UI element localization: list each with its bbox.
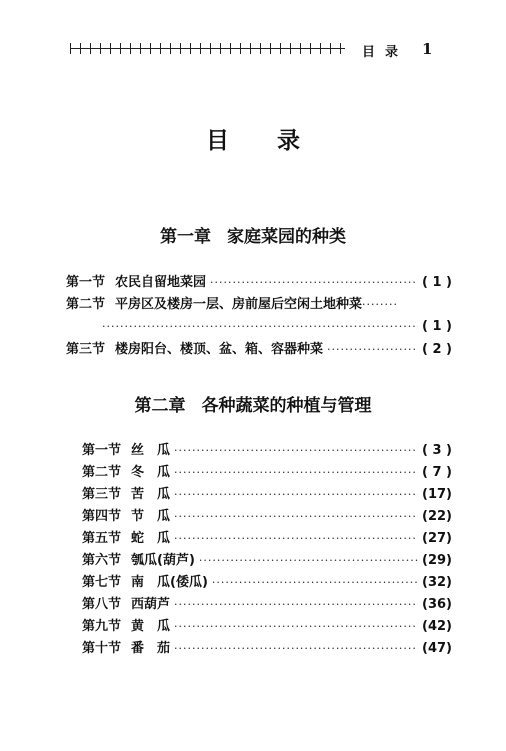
section-page: ( 1 ) (422, 275, 452, 290)
dot-leader (174, 529, 418, 549)
section-page: ( 7 ) (422, 465, 452, 480)
chapter-2-title: 各种蔬菜的种植与管理 (201, 396, 372, 416)
section-title: 西葫芦 (131, 597, 171, 612)
toc-entry[interactable] (82, 551, 452, 571)
dot-leader (174, 441, 418, 461)
section-page: (32) (422, 575, 452, 590)
section-label: 第九节 (82, 619, 122, 634)
header-decorative-rule (70, 48, 345, 61)
dot-leader (174, 617, 418, 637)
toc-entry[interactable] (82, 617, 452, 637)
section-title: 平房区及楼房一层、房前屋后空闲土地种菜 (115, 297, 363, 312)
section-title: 农民自留地菜园 (115, 275, 207, 290)
section-page: (22) (422, 509, 452, 524)
toc-entry[interactable] (82, 639, 452, 659)
toc-entry[interactable] (66, 340, 452, 360)
section-title: 楼房阳台、楼顶、盆、箱、容器种菜 (115, 342, 324, 357)
toc-entry[interactable] (82, 507, 452, 527)
toc-entry[interactable] (82, 463, 452, 483)
section-page: (47) (422, 641, 452, 656)
toc-title: 目 录 (205, 128, 320, 154)
section-label: 第四节 (82, 509, 122, 524)
section-label: 第一节 (66, 275, 106, 290)
section-label: 第八节 (82, 597, 122, 612)
dot-leader (174, 485, 418, 505)
toc-entry-continuation[interactable] (102, 317, 452, 337)
section-label: 第二节 (82, 465, 122, 480)
toc-entry[interactable] (82, 441, 452, 461)
dot-leader (174, 639, 418, 659)
section-title: 瓠瓜(葫芦) (131, 553, 195, 568)
section-title: 节 瓜 (131, 509, 171, 524)
chapter-1-title: 家庭菜园的种类 (227, 227, 346, 247)
section-page: (36) (422, 597, 452, 612)
section-page: (17) (422, 487, 452, 502)
section-page: ( 1 ) (422, 319, 452, 334)
section-page: ( 2 ) (422, 342, 452, 357)
section-label: 第三节 (66, 342, 106, 357)
section-page: ( 3 ) (422, 443, 452, 458)
dot-leader (174, 507, 418, 527)
toc-entry[interactable] (66, 273, 452, 293)
chapter-1-number: 第一章 (160, 227, 211, 247)
dot-leader (210, 273, 418, 293)
dot-leader (199, 551, 418, 571)
section-title: 黄 瓜 (131, 619, 171, 634)
toc-entry[interactable] (66, 295, 452, 315)
header-rule-ticks (70, 43, 345, 55)
dot-leader: ········ (362, 298, 399, 311)
dot-leader (174, 595, 418, 615)
section-label: 第七节 (82, 575, 122, 590)
toc-entry[interactable] (82, 529, 452, 549)
section-title: 冬 瓜 (131, 465, 171, 480)
dot-leader (327, 340, 418, 360)
chapter-2-number: 第二章 (134, 396, 186, 416)
section-page: (29) (422, 553, 452, 568)
section-title: 番 茄 (131, 641, 171, 656)
dot-leader (212, 573, 418, 593)
section-label: 第五节 (82, 531, 122, 546)
section-label: 第一节 (82, 443, 122, 458)
section-title: 苦 瓜 (131, 487, 171, 502)
section-title: 南 瓜(倭瓜) (131, 575, 208, 590)
running-header-page-number: 1 (422, 40, 433, 58)
section-page: (42) (422, 619, 452, 634)
section-label: 第二节 (66, 297, 106, 312)
running-header-title: 目录 (362, 45, 409, 60)
section-title: 丝 瓜 (131, 443, 171, 458)
chapter-1-heading (0, 222, 506, 247)
toc-entry[interactable] (82, 485, 452, 505)
toc-entry[interactable] (82, 595, 452, 615)
toc-entry[interactable] (82, 573, 452, 593)
dot-leader (102, 317, 418, 337)
section-title: 蛇 瓜 (131, 531, 171, 546)
section-label: 第十节 (82, 641, 122, 656)
dot-leader (174, 463, 418, 483)
chapter-2-heading (0, 391, 506, 416)
section-page: (27) (422, 531, 452, 546)
section-label: 第六节 (82, 553, 122, 568)
section-label: 第三节 (82, 487, 122, 502)
